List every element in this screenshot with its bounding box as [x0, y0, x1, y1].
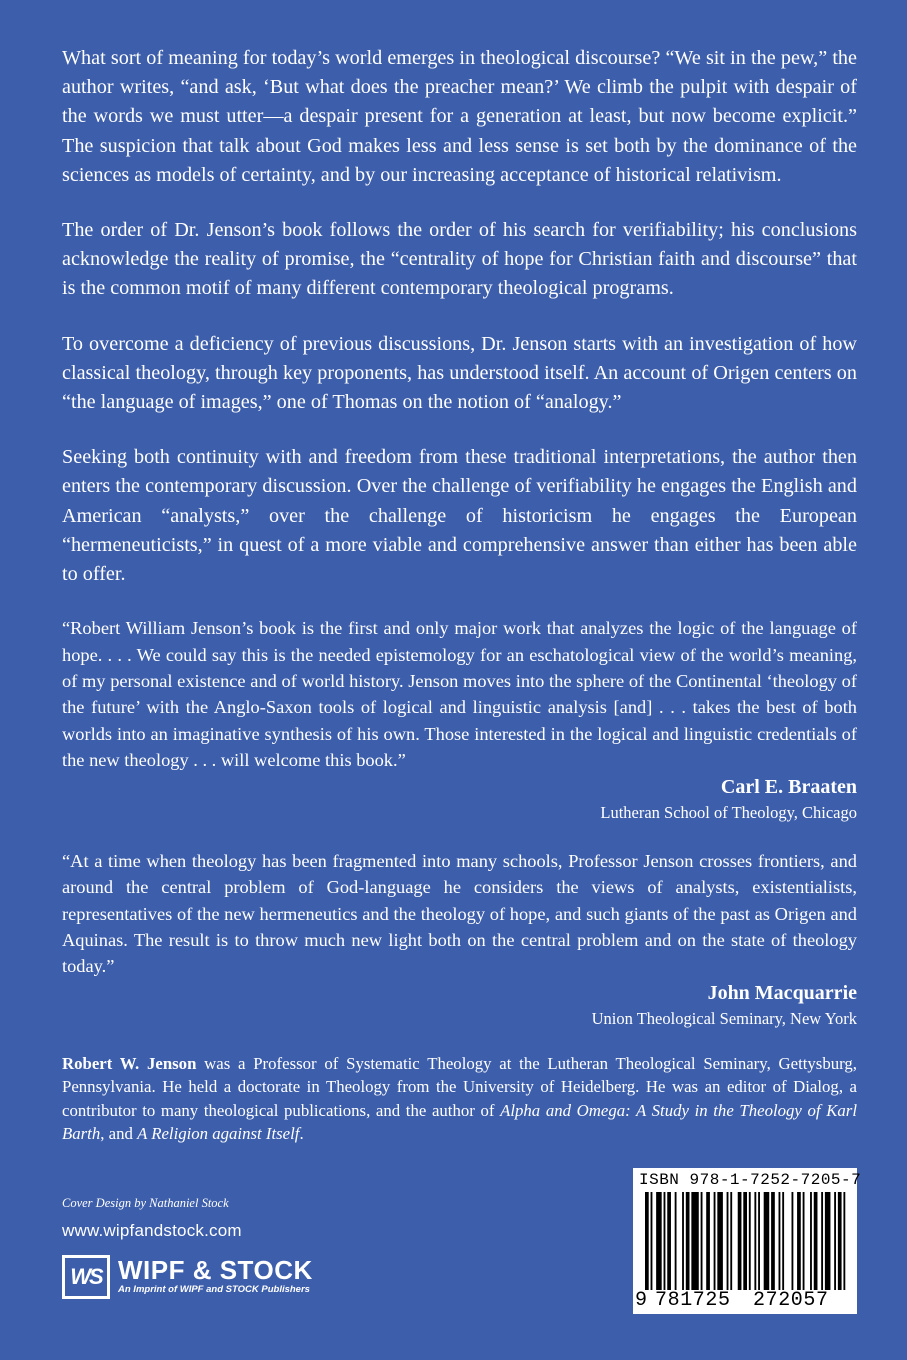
isbn-label: ISBN 978-1-7252-7205-7: [639, 1171, 862, 1189]
bio-text: .: [299, 1124, 304, 1144]
bio-text: , and: [100, 1124, 138, 1144]
barcode-bar-10: [706, 1192, 710, 1290]
publisher-logo: [62, 1255, 313, 1299]
barcode-digit-first: 9: [635, 1289, 648, 1312]
endorser-name: John Macquarrie: [707, 981, 857, 1004]
barcode-bar-3: [664, 1192, 666, 1290]
publisher-website: www.wipfandstock.com: [62, 1221, 242, 1240]
barcode-bar-22: [779, 1192, 781, 1290]
barcode-bar-1: [651, 1192, 653, 1290]
book-title: A Religion against Itself: [137, 1124, 300, 1144]
barcode-bar-32: [838, 1192, 842, 1290]
endorsement-text: “Robert William Jenson’s book is the first and only major work that analyzes the logic of the language of hope. . . . We could say this is the needed epistemology for an eschatological view of the world’s meaning, of my personal existence and of world history. Jenson moves into the sphere of the Continental ‘theology of the future’ with the Anglo-Saxon tools of logical and linguistic analysis [and] . . . takes the best of both worlds into an imaginative synthesis of his own. Those interested in the logical and linguistic credentials of the new theology . . . will welcome this book.”: [62, 618, 857, 771]
endorsement-macquarrie: [62, 848, 857, 1030]
endorsement-text: “At a time when theology has been fragmented into many schools, Professor Jenson crosses frontiers, and around the central problem of God-language he considers the views of analysts, existentialists, representatives of the new hermeneutics and the theology of hope, and such giants of the past as Origen and Aquinas. The result is to throw much new light both on the central problem and on the state of theology today.”: [62, 850, 857, 977]
endorsement-braaten: [62, 615, 857, 823]
cover-credit: Cover Design by Nathaniel Stock: [62, 1196, 229, 1210]
isbn-barcode: [633, 1168, 862, 1314]
barcode-bar-7: [686, 1192, 690, 1290]
barcode-bar-23: [782, 1192, 784, 1290]
barcode-bar-26: [803, 1192, 805, 1290]
barcode-bar-30: [825, 1192, 831, 1290]
bio-text: was a Professor of Systematic Theology at the Lutheran Theological Seminary, Gettysburg, Pennsylvania. He held a doctorate in Theology from the University of Heidelberg. He was an editor of Dialog, a contributor to many theological publications, and the author of: [62, 1053, 857, 1120]
description-paragraph: To overcome a deficiency of previous discussions, Dr. Jenson starts with an investigation of how classical theology, through key proponents, has understood itself. An account of Origen centers on “the language of images,” one of Thomas on the notion of “analogy.”: [62, 332, 857, 414]
publisher-name: WIPF & STOCK: [118, 1255, 313, 1285]
publisher-footer: [62, 1196, 313, 1299]
barcode-bar-20: [764, 1192, 770, 1290]
back-cover-text: [62, 44, 857, 1163]
barcode-bar-8: [691, 1192, 698, 1290]
author-bio: [62, 1052, 857, 1146]
barcode-bar-33: [843, 1192, 845, 1290]
imprint-line: An Imprint of WIPF and STOCK Publishers: [118, 1284, 310, 1295]
endorser-institution: Lutheran School of Theology, Chicago: [600, 802, 857, 822]
barcode-bar-28: [814, 1192, 818, 1290]
barcode-bar-14: [730, 1192, 732, 1290]
barcode-bar-5: [675, 1192, 677, 1290]
barcode-bar-21: [771, 1192, 775, 1290]
barcode-bar-11: [714, 1192, 716, 1290]
description-paragraph: The order of Dr. Jenson’s book follows the order of his search for verifiability; his conclusions acknowledge the reality of promise, the “centrality of hope for Christian faith and discourse” that is the common motif of many different contemporary theological programs.: [62, 219, 857, 300]
barcode-digit-group: 272057: [753, 1289, 829, 1312]
ws-logo-icon: WS: [62, 1255, 110, 1299]
barcode-bar-0: [645, 1192, 649, 1290]
logo-text: [118, 1257, 313, 1297]
endorser-name: Carl E. Braaten: [720, 775, 857, 798]
description-paragraph: What sort of meaning for today’s world emerges in theological discourse? “We sit in the pew,” the author writes, “and ask, ‘But what does the preacher mean?’ We climb the pulpit with despair of the words we must utter—a despair present for a generation at least, but now become explicit.” The suspicion that talk about God makes less and less sense is set both by the dominance of the sciences as models of certainty, and by our increasing acceptance of historical relativism.: [62, 47, 857, 186]
description-paragraph: Seeking both continuity with and freedom from these traditional interpretations, the author then enters the contemporary discussion. Over the challenge of verifiability he engages the English and American “analysts,” over the challenge of historicism he engages the European “hermeneuticists,” in quest of a more viable and comprehensive answer than either has been able to offer.: [62, 446, 857, 586]
barcode-bar-18: [754, 1192, 756, 1290]
barcode-bars-icon: [645, 1192, 849, 1290]
barcode-bar-25: [797, 1192, 801, 1290]
barcode-bar-12: [717, 1192, 723, 1290]
barcode-bar-27: [810, 1192, 812, 1290]
barcode-bar-29: [821, 1192, 823, 1290]
endorser-institution: Union Theological Seminary, New York: [591, 1008, 857, 1028]
barcode-bar-2: [656, 1192, 662, 1290]
book-title: Alpha and Omega: A Study in the Theology of Karl Barth: [62, 1100, 857, 1144]
barcode-digit-group: 781725: [655, 1289, 731, 1312]
endorsement-attribution: [62, 774, 857, 824]
endorsement-attribution: [62, 980, 857, 1030]
barcode-bar-4: [667, 1192, 671, 1290]
barcode-bar-17: [749, 1192, 751, 1290]
barcode-bar-16: [743, 1192, 747, 1290]
barcode-bar-6: [682, 1192, 684, 1290]
barcode-bar-13: [727, 1192, 729, 1290]
author-name: Robert W. Jenson: [62, 1053, 197, 1073]
barcode-bar-15: [738, 1192, 742, 1290]
barcode-bar-24: [792, 1192, 794, 1290]
barcode-bar-31: [834, 1192, 836, 1290]
barcode-bar-19: [758, 1192, 760, 1290]
barcode-bar-9: [701, 1192, 703, 1290]
